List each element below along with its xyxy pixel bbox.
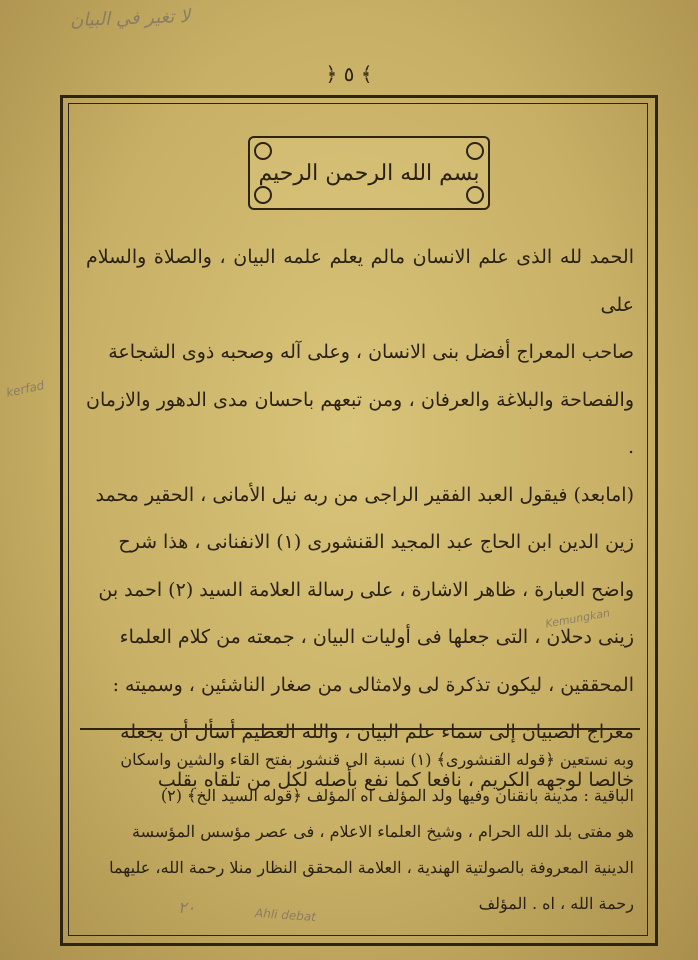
handwritten-margin-note-left: kerfad	[4, 378, 46, 400]
text-line: زين الدين ابن الحاج عبد المجيد القنشورى (١) الانفنانى ، هذا شرح	[118, 531, 634, 553]
handwritten-top-note: لا تغير في البيان	[69, 5, 191, 32]
handwritten-number: ٢٠	[178, 898, 196, 917]
footnote-line: الباقية : مدينة بانقنان وفيها ولد المؤلف اه المؤلف ﴿قوله السيد الخ﴾ (٢)	[160, 786, 634, 805]
main-text	[86, 234, 634, 804]
footnote-line: وبه نستعين ﴿قوله القنشورى﴾ (١) نسبة الى قنشور بفتح القاء والشين واسكان	[120, 750, 634, 769]
footnote-line: هو مفتى بلد الله الحرام ، وشيخ العلماء الاعلام ، فى عصر مؤسس المؤسسة	[132, 822, 634, 841]
text-line: زينى دحلان ، التى جعلها فى أوليات البيان ، جمعته من كلام العلماء	[119, 626, 634, 648]
handwritten-margin-note-right: Kemungkan	[544, 606, 611, 631]
ornament-icon	[466, 186, 484, 204]
footnote-line: الدينية المعروفة بالصولتية الهندية ، العلامة المحقق النظار منلا رحمة الله، عليهما	[109, 858, 634, 877]
basmala-text: بسم الله الرحمن الرحيم	[258, 160, 480, 186]
page-number: ﴿ ٥ ﴾	[325, 62, 373, 86]
basmala-cartouche	[248, 136, 490, 210]
ornament-icon	[254, 186, 272, 204]
text-line: الحمد لله الذى علم الانسان مالم يعلم علمه البيان ، والصلاة والسلام على	[86, 246, 634, 316]
text-line: واضح العبارة ، ظاهر الاشارة ، على رسالة العلامة السيد (٢) احمد بن	[98, 578, 634, 601]
text-line: خالصا لوجهه الكريم ، نافعا كما نفع بأصله لكل من تلقاه بقلب	[157, 768, 634, 791]
text-line: صاحب المعراج أفضل بنى الانسان ، وعلى آله وصحبه ذوى الشجاعة	[108, 341, 634, 363]
footnote-line: رحمة الله ، اه . المؤلف	[478, 894, 634, 913]
handwritten-bottom-note: Ahli debat	[254, 905, 317, 925]
footnote-divider	[80, 728, 640, 730]
text-line: المحققين ، ليكون تذكرة لى ولامثالى من صغار الناشئين ، وسميته :	[112, 673, 634, 696]
footnotes	[86, 742, 634, 925]
text-line: والفصاحة والبلاغة والعرفان ، ومن تبعهم باحسان مدى الدهور والازمان .	[86, 388, 634, 458]
ornament-icon	[466, 142, 484, 160]
ornament-icon	[254, 142, 272, 160]
text-line: (امابعد) فيقول العبد الفقير الراجى من ربه نيل الأمانى ، الحقير محمد	[95, 483, 634, 506]
text-line: معراج الصبيان إلى سماء علم البيان ، والله العظيم أسأل أن يجعله	[120, 721, 634, 743]
